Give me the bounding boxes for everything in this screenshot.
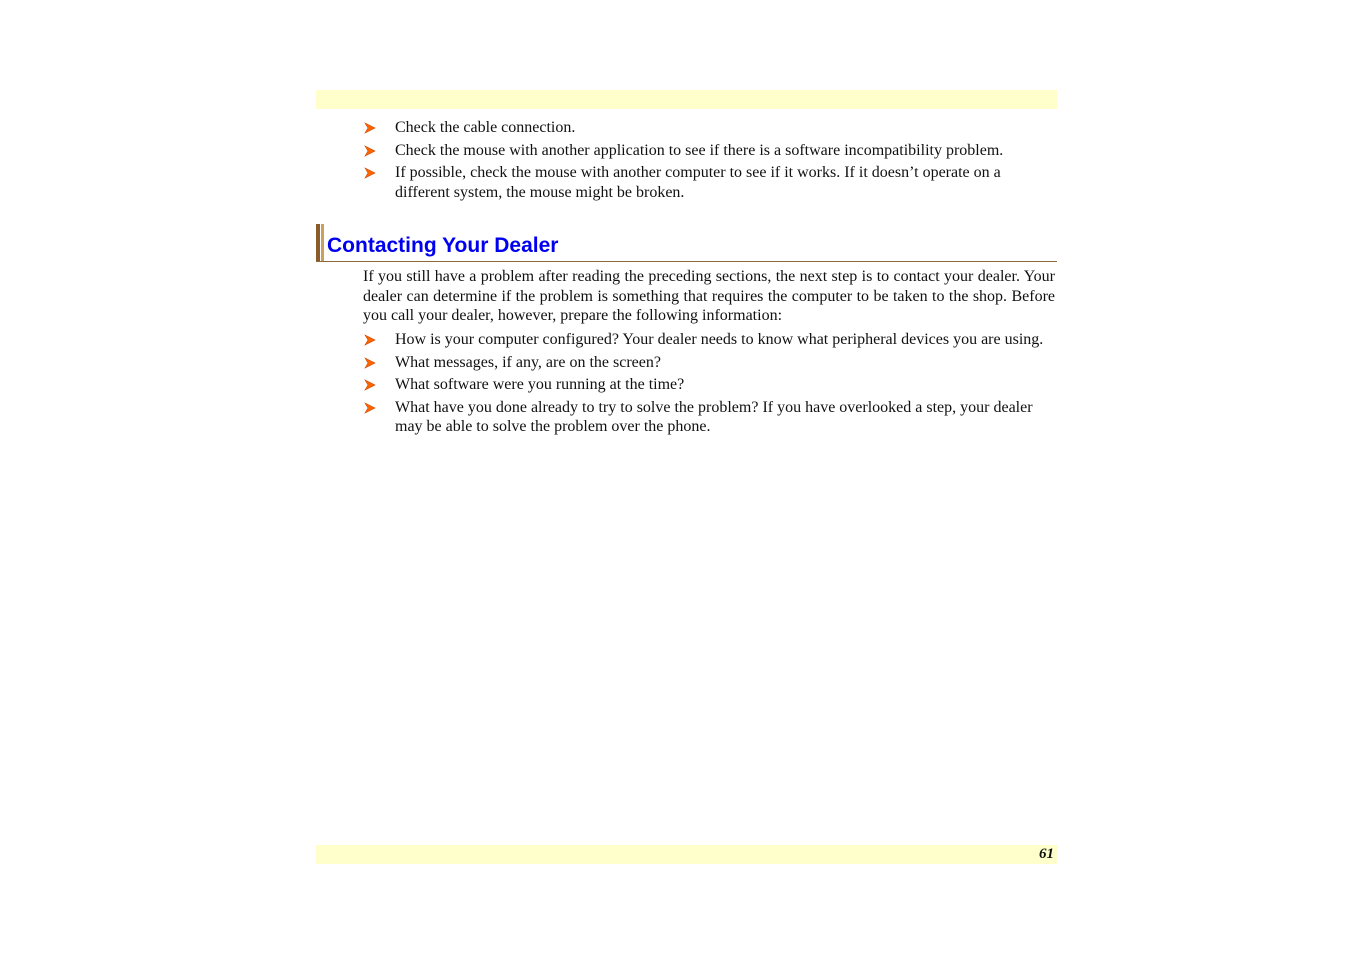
arrowhead-bullet-icon — [363, 353, 377, 372]
bullet-text: What have you done already to try to solve the problem? If you have overlooked a step, your dealer may be able to solve the problem over the phone. — [395, 398, 1033, 435]
arrowhead-bullet-icon — [363, 141, 377, 160]
bullet-text: If possible, check the mouse with another computer to see if it works. If it doesn’t operate on a different system, the mouse might be broken. — [395, 164, 1001, 201]
list-item — [363, 375, 1055, 395]
section-paragraph: If you still have a problem after reading the preceding sections, the next step is to contact your dealer. Your dealer can determine if the problem is something that requires the computer to be taken to the shop. Before you call your dealer, however, prepare the following information: — [363, 268, 1055, 324]
list-item — [363, 118, 1055, 138]
dealer-info-bullet-list — [363, 330, 1055, 440]
list-item — [363, 330, 1055, 350]
header-band — [316, 90, 1057, 109]
heading-accent-bar — [316, 224, 320, 261]
list-item — [363, 163, 1055, 202]
arrowhead-bullet-icon — [363, 330, 377, 349]
bullet-text: How is your computer configured? Your dealer needs to know what peripheral devices you are using. — [395, 331, 1044, 348]
section-heading — [316, 224, 1057, 262]
arrowhead-bullet-icon — [363, 118, 377, 137]
heading-accent-bar-light — [321, 224, 324, 261]
list-item — [363, 353, 1055, 373]
section-title: Contacting Your Dealer — [327, 234, 559, 257]
list-item — [363, 141, 1055, 161]
list-item — [363, 398, 1055, 437]
page-number: 61 — [1039, 846, 1054, 862]
bullet-text: Check the mouse with another application to see if there is a software incompatibility problem. — [395, 141, 1004, 159]
bullet-text: What messages, if any, are on the screen? — [395, 353, 661, 371]
bullet-text: Check the cable connection. — [395, 119, 576, 136]
bullet-text: What software were you running at the time? — [395, 376, 685, 393]
footer-band — [316, 845, 1057, 864]
troubleshooting-bullet-list — [363, 118, 1055, 205]
arrowhead-bullet-icon — [363, 163, 377, 182]
arrowhead-bullet-icon — [363, 375, 377, 394]
arrowhead-bullet-icon — [363, 398, 377, 417]
